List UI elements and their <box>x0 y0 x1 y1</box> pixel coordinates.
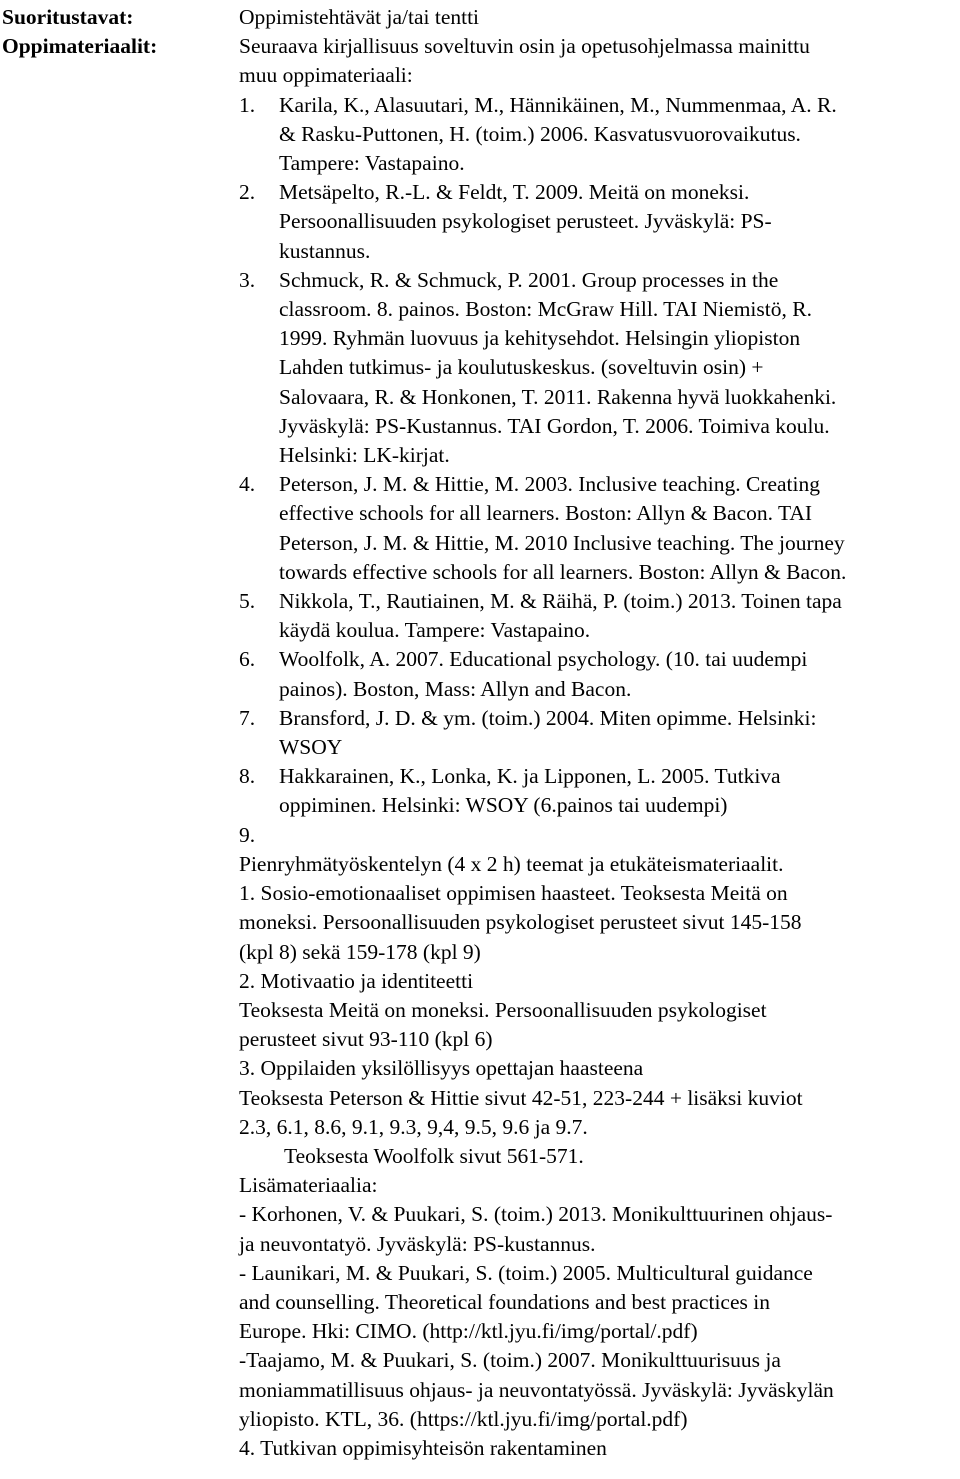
reference-item <box>239 470 959 587</box>
reference-number: 2. <box>239 180 256 205</box>
reference-line: Karila, K., Alasuutari, M., Hännikäinen, M., Nummenmaa, A. R. <box>279 92 837 117</box>
extra-material-line: and counselling. Theoretical foundations and best practices in <box>239 1289 770 1314</box>
theme-3-line: 2.3, 6.1, 8.6, 9.1, 9.3, 9,4, 9.5, 9.6 ja 9.7. <box>239 1114 588 1139</box>
reference-item <box>239 178 959 266</box>
oppimateriaalit-label: Oppimateriaalit: <box>2 34 158 59</box>
reference-line: Jyväskylä: PS-Kustannus. TAI Gordon, T. 2006. Toimiva koulu. <box>279 413 830 438</box>
theme-3-woolfolk-line: Teoksesta Woolfolk sivut 561-571. <box>284 1143 584 1168</box>
extra-material-line: - Launikari, M. & Puukari, S. (toim.) 2005. Multicultural guidance <box>239 1260 813 1285</box>
reference-line: Schmuck, R. & Schmuck, P. 2001. Group processes in the <box>279 267 779 292</box>
reference-line: Persoonallisuuden psykologiset perusteet. Jyväskylä: PS- <box>279 209 772 234</box>
reference-number: 7. <box>239 705 256 730</box>
extra-material-line: yliopisto. KTL, 36. (https://ktl.jyu.fi/img/portal.pdf) <box>239 1406 688 1431</box>
reference-line: Peterson, J. M. & Hittie, M. 2003. Inclusive teaching. Creating <box>279 472 820 497</box>
reference-item <box>239 821 959 850</box>
reference-line: Tampere: Vastapaino. <box>279 151 465 176</box>
reference-number: 4. <box>239 472 256 497</box>
reference-number: 6. <box>239 647 256 672</box>
reference-line: painos). Boston, Mass: Allyn and Bacon. <box>279 676 632 701</box>
reference-line: towards effective schools for all learners. Boston: Allyn & Bacon. <box>279 559 847 584</box>
reference-number: 1. <box>239 92 256 117</box>
reference-number: 9. <box>239 822 256 847</box>
extra-material-line: -Taajamo, M. & Puukari, S. (toim.) 2007. Monikulttuurisuus ja <box>239 1348 781 1373</box>
extra-material-line: moniammatillisuus ohjaus- ja neuvontatyössä. Jyväskylä: Jyväskylän <box>239 1377 834 1402</box>
theme-2-line: 2. Motivaatio ja identiteetti <box>239 968 474 993</box>
reference-line: Helsinki: LK-kirjat. <box>279 443 450 468</box>
theme-1-line: 1. Sosio-emotionaaliset oppimisen haasteet. Teoksesta Meitä on <box>239 881 788 906</box>
theme-2-line: Teoksesta Meitä on moneksi. Persoonallisuuden psykologiset <box>239 997 767 1022</box>
theme-3-line: 3. Oppilaiden yksilöllisyys opettajan haasteena <box>239 1056 644 1081</box>
reference-list <box>239 91 959 850</box>
theme-2-line: perusteet sivut 93-110 (kpl 6) <box>239 1027 493 1052</box>
reference-number: 3. <box>239 267 256 292</box>
reference-line: Hakkarainen, K., Lonka, K. ja Lipponen, L. 2005. Tutkiva <box>279 764 781 789</box>
reference-line: kustannus. <box>279 238 371 263</box>
reference-line: Peterson, J. M. & Hittie, M. 2010 Inclusive teaching. The journey <box>279 530 845 555</box>
reference-line: Woolfolk, A. 2007. Educational psychology. (10. tai uudempi <box>279 647 808 672</box>
reference-line: Lahden tutkimus- ja koulutuskeskus. (soveltuvin osin) + <box>279 355 764 380</box>
theme-1-line: (kpl 8) sekä 159-178 (kpl 9) <box>239 939 481 964</box>
themes-heading: Pienryhmätyöskentelyn (4 x 2 h) teemat ja etukäteismateriaalit. <box>239 851 784 876</box>
reference-number: 8. <box>239 764 256 789</box>
reference-line: effective schools for all learners. Boston: Allyn & Bacon. TAI <box>279 501 813 526</box>
suoritustavat-value: Oppimistehtävät ja/tai tentti <box>239 5 480 29</box>
content-column <box>239 3 959 1463</box>
reference-item <box>239 266 959 470</box>
reference-line: Salovaara, R. & Honkonen, T. 2011. Rakenna hyvä luokkahenki. <box>279 384 837 409</box>
theme-4-line: 4. Tutkivan oppimisyhteisön rakentaminen <box>239 1435 607 1460</box>
reference-item <box>239 762 959 820</box>
reference-line: Bransford, J. D. & ym. (toim.) 2004. Miten opimme. Helsinki: <box>279 705 817 730</box>
intro-line: Seuraava kirjallisuus soveltuvin osin ja opetusohjelmassa mainittu <box>239 34 810 59</box>
reference-line: Nikkola, T., Rautiainen, M. & Räihä, P. (toim.) 2013. Toinen tapa <box>279 589 842 614</box>
intro-line: muu oppimateriaali: <box>239 63 413 88</box>
reference-line: & Rasku-Puttonen, H. (toim.) 2006. Kasvatusvuorovaikutus. <box>279 121 801 146</box>
reference-item <box>239 645 959 703</box>
reference-item <box>239 704 959 762</box>
reference-line: 1999. Ryhmän luovuus ja kehitysehdot. Helsingin yliopiston <box>279 326 801 351</box>
reference-line: WSOY <box>279 735 343 760</box>
reference-item <box>239 91 959 179</box>
reference-number: 5. <box>239 589 256 614</box>
reference-line: classroom. 8. painos. Boston: McGraw Hill. TAI Niemistö, R. <box>279 297 812 322</box>
extra-materials-heading: Lisämateriaalia: <box>239 1173 378 1198</box>
reference-item <box>239 587 959 645</box>
extra-material-line: ja neuvontatyö. Jyväskylä: PS-kustannus. <box>239 1231 596 1256</box>
reference-line: käydä koulua. Tampere: Vastapaino. <box>279 618 591 643</box>
reference-line: Metsäpelto, R.-L. & Feldt, T. 2009. Meitä on moneksi. <box>279 180 750 205</box>
extra-material-line: - Korhonen, V. & Puukari, S. (toim.) 2013. Monikulttuurinen ohjaus- <box>239 1202 833 1227</box>
theme-3-line: Teoksesta Peterson & Hittie sivut 42-51, 223-244 + lisäksi kuviot <box>239 1085 803 1110</box>
reference-line: oppiminen. Helsinki: WSOY (6.painos tai uudempi) <box>279 793 728 818</box>
suoritustavat-label: Suoritustavat: <box>2 5 134 29</box>
field-labels <box>2 3 232 61</box>
extra-material-line: Europe. Hki: CIMO. (http://ktl.jyu.fi/img/portal/.pdf) <box>239 1319 698 1344</box>
theme-1-line: moneksi. Persoonallisuuden psykologiset perusteet sivut 145-158 <box>239 910 802 935</box>
